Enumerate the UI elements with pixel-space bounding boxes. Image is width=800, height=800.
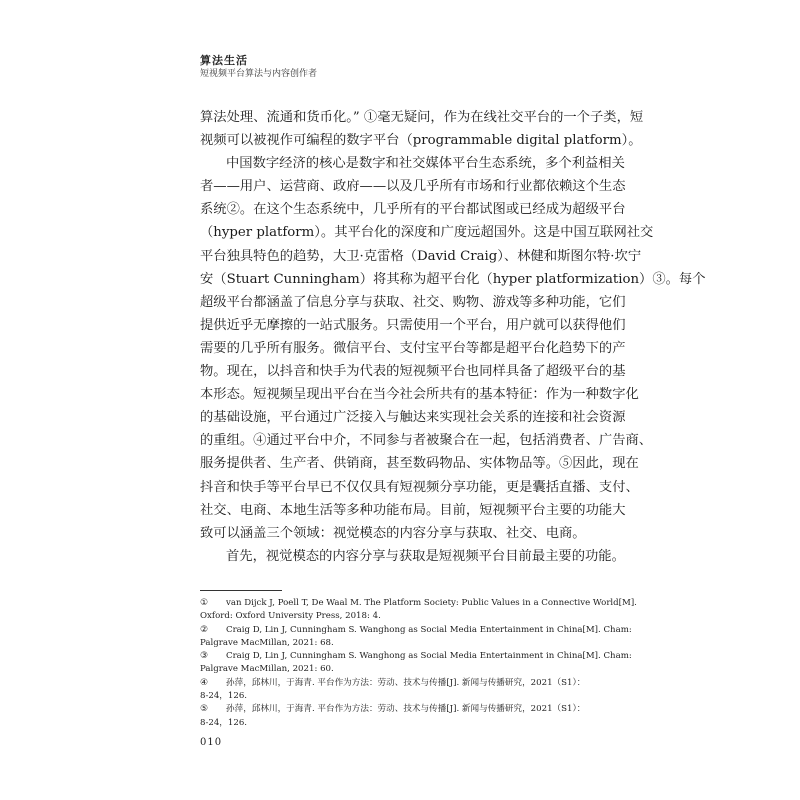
body-line: 视频可以被视作可编程的数字平台（programmable digital platform）。 (200, 133, 642, 149)
body-line: 服务提供者、生产者、供销商，甚至数码物品、实体物品等。⑤因此，现在 (200, 456, 639, 472)
body-line: 的重组。④通过平台中介，不同参与者被聚合在一起，包括消费者、广告商、 (200, 433, 653, 449)
body-line: 算法处理、流通和货币化。” ①毫无疑问，作为在线社交平台的一个子类，短 (200, 110, 644, 125)
footnote (200, 624, 632, 651)
footnote-line: van Dijck J, Poell T, De Waal M. The Platform Society: Public Values in a Connective World[M]. (226, 598, 637, 608)
footnote-line: 8-24，126. (200, 717, 248, 728)
body-line: 超级平台都涵盖了信息分享与获取、社交、购物、游戏等多种功能，它们 (200, 294, 626, 310)
footnote (200, 677, 600, 704)
footnote-divider (200, 590, 282, 591)
body-line: 首先，视觉模态的内容分享与获取是短视频平台目前最主要的功能。 (226, 548, 625, 564)
body-line: 物。现在，以抖音和快手为代表的短视频平台也同样具备了超级平台的基 (200, 364, 626, 380)
body-line: 平台独具特色的趋势，大卫·克雷格（David Craig）、林健和斯图尔特·坎宁 (200, 248, 642, 264)
footnote-line: Craig D, Lin J, Cunningham S. Wanghong as Social Media Entertainment in China[M]. Cham: (226, 624, 632, 635)
footnote-line: Palgrave MacMillan, 2021: 60. (200, 664, 334, 675)
footnote (200, 703, 600, 730)
footnote-number: ④ (200, 677, 209, 688)
footnote-number: ① (200, 598, 209, 608)
footnotes (200, 597, 637, 730)
body-line: 社交、电商、本地生活等多种功能布局。目前，短视频平台主要的功能大 (200, 502, 626, 518)
body-line: 本形态。短视频呈现出平台在当今社会所共有的基本特征：作为一种数字化 (200, 387, 639, 403)
footnote-line: 孙萍，邱林川，于海青. 平台作为方法：劳动、技术与传播[J]. 新闻与传播研究，2021（S1）： (226, 704, 586, 715)
book-title: 算法生活 (200, 54, 248, 67)
footnote-number: ③ (200, 651, 209, 662)
footnote (200, 650, 632, 677)
footnote-number: ② (200, 624, 209, 635)
body-line: 提供近乎无摩擦的一站式服务。只需使用一个平台，用户就可以获得他们 (200, 317, 626, 333)
body-text (200, 106, 706, 568)
body-line: （hyper platform）。其平台化的深度和广度远超国外。这是中国互联网社交 (200, 225, 654, 241)
footnote-line: Palgrave MacMillan, 2021: 68. (200, 637, 334, 648)
body-line: 致可以涵盖三个领域：视觉模态的内容分享与获取、社交、电商。 (200, 525, 586, 541)
body-line: 的基础设施，平台通过广泛接入与触达来实现社会关系的连接和社会资源 (200, 410, 626, 426)
body-line: 中国数字经济的核心是数字和社交媒体平台生态系统，多个利益相关 (226, 156, 625, 172)
footnote-line: Oxford: Oxford University Press, 2018: 4. (200, 611, 381, 622)
body-line: 抖音和快手等平台早已不仅仅具有短视频分享功能，更是囊括直播、支付、 (200, 479, 639, 495)
footnote-line: Craig D, Lin J, Cunningham S. Wanghong as Social Media Entertainment in China[M]. Cham: (226, 651, 632, 662)
footnote (200, 597, 637, 624)
body-line: 安（Stuart Cunningham）将其称为超平台化（hyper platformization）③。每个 (200, 271, 706, 287)
book-subtitle: 短视频平台算法与内容创作者 (200, 69, 318, 79)
footnote-line: 孙萍，邱林川，于海青. 平台作为方法：劳动、技术与传播[J]. 新闻与传播研究，2021（S1）： (226, 677, 586, 688)
body-line: 者——用户、运营商、政府——以及几乎所有市场和行业都依赖这个生态 (200, 179, 626, 195)
running-head (200, 53, 317, 81)
footnote-line: 8-24，126. (200, 691, 248, 702)
body-line: 系统②。在这个生态系统中，几乎所有的平台都试图或已经成为超级平台 (200, 202, 626, 218)
body-line: 需要的几乎所有服务。微信平台、支付宝平台等都是超平台化趋势下的产 (200, 340, 626, 356)
footnote-number: ⑤ (200, 704, 209, 715)
page-number: 010 (200, 737, 223, 748)
